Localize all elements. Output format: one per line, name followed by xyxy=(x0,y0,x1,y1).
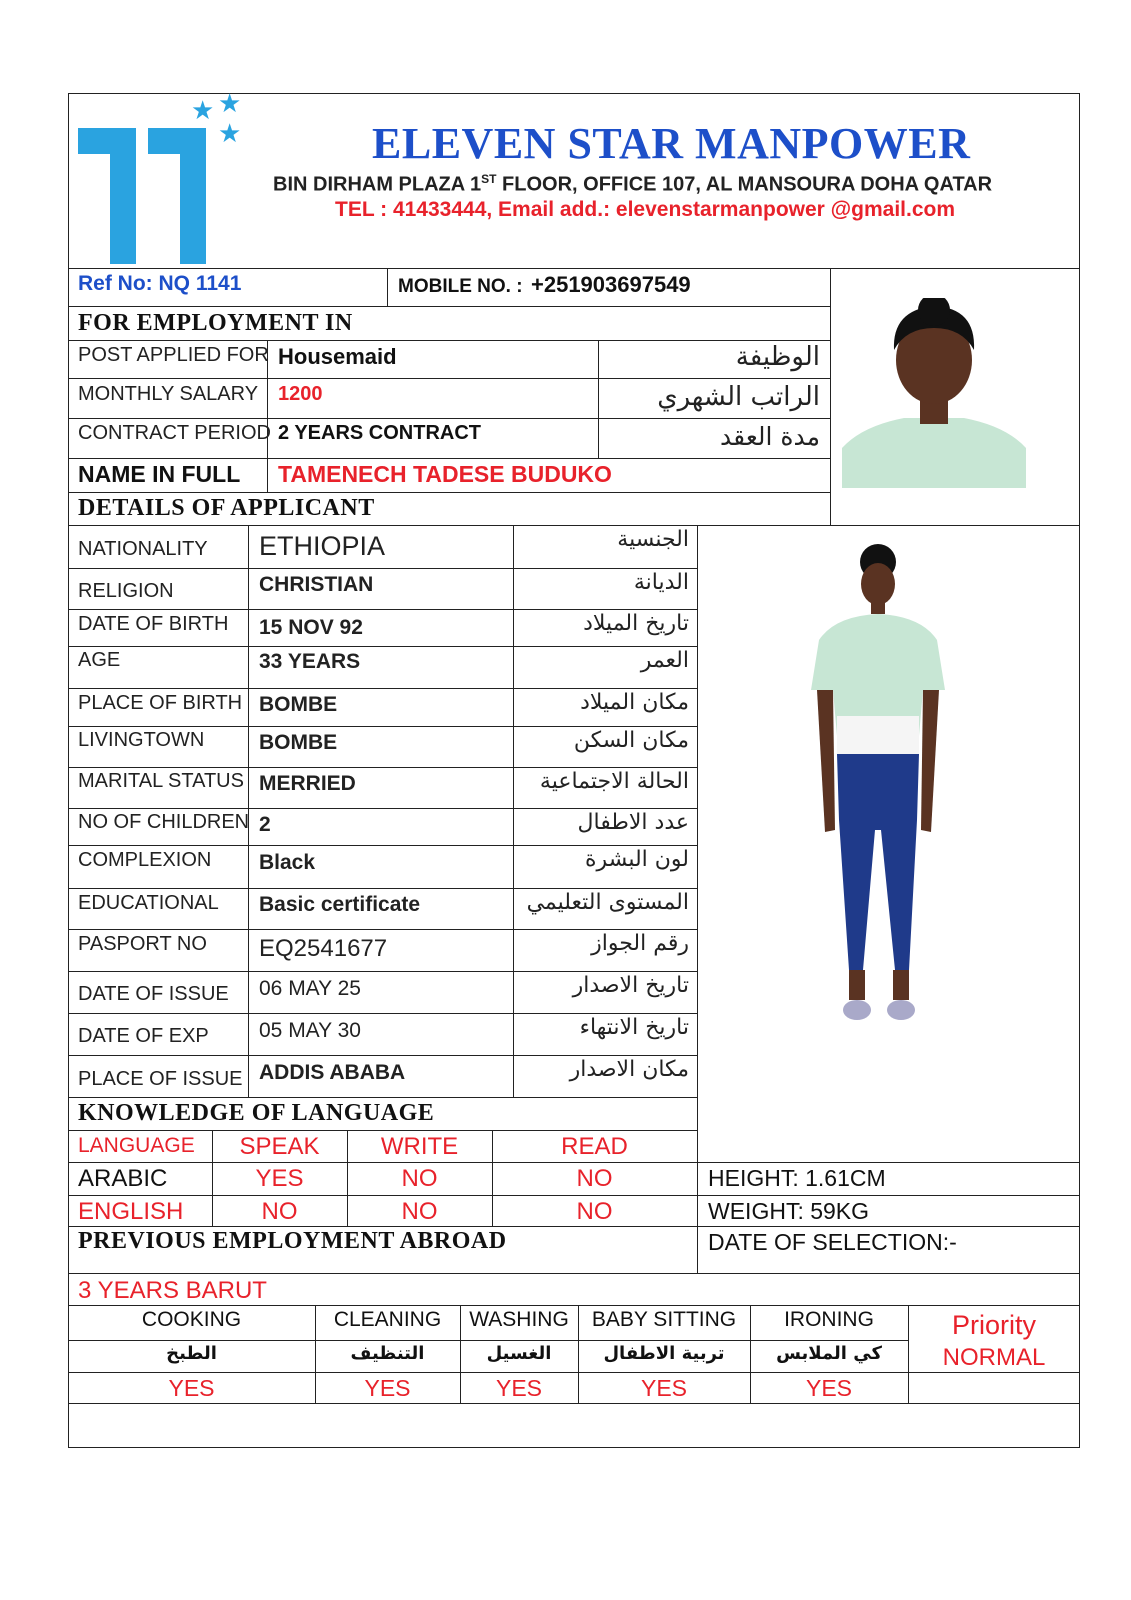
ref-number: Ref No: NQ 1141 xyxy=(78,272,242,295)
language-header-language: LANGUAGE xyxy=(78,1134,195,1157)
mobile-value: +251903697549 xyxy=(531,272,691,297)
detail-arabic: عدد الاطفال xyxy=(577,810,689,835)
priority-value: NORMAL xyxy=(942,1344,1046,1371)
skill-value: YES xyxy=(805,1375,853,1401)
details-heading: DETAILS OF APPLICANT xyxy=(78,495,375,521)
detail-value: 15 NOV 92 xyxy=(259,616,363,639)
contract-label: CONTRACT PERIOD xyxy=(78,422,271,444)
skill-arabic: الطبخ xyxy=(166,1343,217,1364)
language-header-write: WRITE xyxy=(380,1133,459,1160)
salary-arabic: الراتب الشهري xyxy=(657,382,820,412)
detail-value: Basic certificate xyxy=(259,893,421,916)
previous-employment-heading: PREVIOUS EMPLOYMENT ABROAD xyxy=(78,1228,507,1254)
skill-arabic: تربية الاطفال xyxy=(603,1343,725,1364)
skill-arabic: كي الملابس xyxy=(776,1343,882,1364)
mobile-label: MOBILE NO. : xyxy=(398,276,523,297)
detail-value: 2 xyxy=(259,813,271,836)
detail-arabic: مكان السكن xyxy=(573,728,689,753)
detail-label: MARITAL STATUS xyxy=(78,770,244,792)
contract-value: 2 YEARS CONTRACT xyxy=(278,422,481,444)
skill-value: YES xyxy=(364,1375,411,1401)
name-value: TAMENECH TADESE BUDUKO xyxy=(278,461,612,487)
company-address xyxy=(273,172,992,197)
detail-value: BOMBE xyxy=(259,693,338,716)
english-speak: NO xyxy=(261,1198,298,1225)
post-applied-label: POST APPLIED FOR xyxy=(78,344,269,366)
skill-name: WASHING xyxy=(469,1308,569,1331)
contact-phone: TEL : 41433444, Email add.: xyxy=(335,198,616,221)
detail-label: DATE OF BIRTH xyxy=(78,613,229,635)
detail-arabic: العمر xyxy=(640,648,689,673)
detail-arabic: الجنسية xyxy=(617,527,689,552)
contact-email: elevenstarmanpower @gmail.com xyxy=(615,198,956,221)
applicant-portrait-photo xyxy=(842,298,1026,488)
language-heading: KNOWLEDGE OF LANGUAGE xyxy=(78,1100,435,1126)
language-arabic: ARABIC xyxy=(78,1165,168,1192)
detail-label: NATIONALITY xyxy=(78,538,208,560)
star-icon: ★ xyxy=(218,88,242,118)
address-sup: ST xyxy=(481,172,497,186)
applicant-full-body-photo xyxy=(805,540,951,1040)
height-value: HEIGHT: 1.61CM xyxy=(708,1165,886,1191)
star-icon: ★ xyxy=(191,95,215,125)
detail-label: DATE OF ISSUE xyxy=(78,983,229,1005)
detail-value: 06 MAY 25 xyxy=(259,977,361,1000)
english-write: NO xyxy=(401,1198,438,1225)
detail-arabic: تاريخ الاصدار xyxy=(572,973,689,998)
detail-label: DATE OF EXP xyxy=(78,1025,209,1047)
language-header-read: READ xyxy=(561,1133,628,1160)
detail-label: NO OF CHILDREN xyxy=(78,811,250,833)
detail-arabic: تاريخ الميلاد xyxy=(583,611,689,636)
address-text: BIN DIRHAM PLAZA 1 xyxy=(273,173,482,196)
detail-arabic: مكان الاصدار xyxy=(569,1057,689,1082)
detail-value: 05 MAY 30 xyxy=(259,1019,361,1042)
skill-arabic: التنظيف xyxy=(350,1343,425,1364)
post-applied-arabic: الوظيفة xyxy=(735,342,820,372)
weight-value: WEIGHT: 59KG xyxy=(708,1198,870,1224)
detail-label: EDUCATIONAL xyxy=(78,892,219,914)
detail-label: RELIGION xyxy=(78,580,174,602)
detail-value: EQ2541677 xyxy=(259,935,388,962)
detail-label: PASPORT NO xyxy=(78,933,207,955)
skill-value: YES xyxy=(640,1375,688,1401)
detail-arabic: تاريخ الانتهاء xyxy=(579,1015,689,1040)
detail-value: Black xyxy=(259,851,316,874)
english-read: NO xyxy=(576,1198,613,1225)
arabic-write: NO xyxy=(401,1165,438,1192)
detail-value: MERRIED xyxy=(259,772,356,795)
arabic-speak: YES xyxy=(255,1165,304,1192)
company-name: ELEVEN STAR MANPOWER xyxy=(372,119,971,168)
detail-value: BOMBE xyxy=(259,731,338,754)
detail-value: ETHIOPIA xyxy=(259,531,386,561)
star-icon: ★ xyxy=(218,118,242,148)
detail-arabic: الحالة الاجتماعية xyxy=(539,769,689,794)
skill-name: CLEANING xyxy=(333,1308,442,1331)
detail-arabic: الديانة xyxy=(633,570,689,595)
contract-arabic: مدة العقد xyxy=(720,422,820,451)
detail-label: AGE xyxy=(78,649,121,671)
company-contact xyxy=(335,198,955,222)
salary-label: MONTHLY SALARY xyxy=(78,383,259,405)
detail-label: COMPLEXION xyxy=(78,849,212,871)
detail-label: PLACE OF BIRTH xyxy=(78,692,243,714)
detail-value: CHRISTIAN xyxy=(259,573,374,596)
language-header-speak: SPEAK xyxy=(239,1133,320,1160)
skill-value: YES xyxy=(168,1375,215,1401)
skill-name: IRONING xyxy=(784,1308,874,1331)
employment-heading: FOR EMPLOYMENT IN xyxy=(78,310,353,336)
detail-arabic: رقم الجواز xyxy=(591,931,689,956)
detail-label: PLACE OF ISSUE xyxy=(78,1068,243,1090)
detail-arabic: مكان الميلاد xyxy=(580,690,689,715)
skill-name: COOKING xyxy=(141,1308,242,1331)
salary-value: 1200 xyxy=(278,383,323,405)
detail-label: LIVINGTOWN xyxy=(78,729,205,751)
detail-value: ADDIS ABABA xyxy=(259,1061,406,1084)
date-of-selection: DATE OF SELECTION:- xyxy=(708,1229,957,1255)
detail-arabic: المستوى التعليمي xyxy=(526,890,689,915)
arabic-read: NO xyxy=(576,1165,613,1192)
skill-arabic: الغسيل xyxy=(486,1343,552,1364)
detail-value: 33 YEARS xyxy=(259,650,361,673)
detail-arabic: لون البشرة xyxy=(585,847,689,872)
address-text-rest: FLOOR, OFFICE 107, AL MANSOURA DOHA QATAR xyxy=(496,173,993,196)
priority-label: Priority xyxy=(951,1310,1036,1340)
skill-name: BABY SITTING xyxy=(591,1308,737,1331)
skill-value: YES xyxy=(495,1375,543,1401)
post-applied-value: Housemaid xyxy=(278,344,397,369)
name-label: NAME IN FULL xyxy=(78,461,241,487)
previous-employment-value: 3 YEARS BARUT xyxy=(78,1277,267,1304)
language-english: ENGLISH xyxy=(78,1198,184,1225)
